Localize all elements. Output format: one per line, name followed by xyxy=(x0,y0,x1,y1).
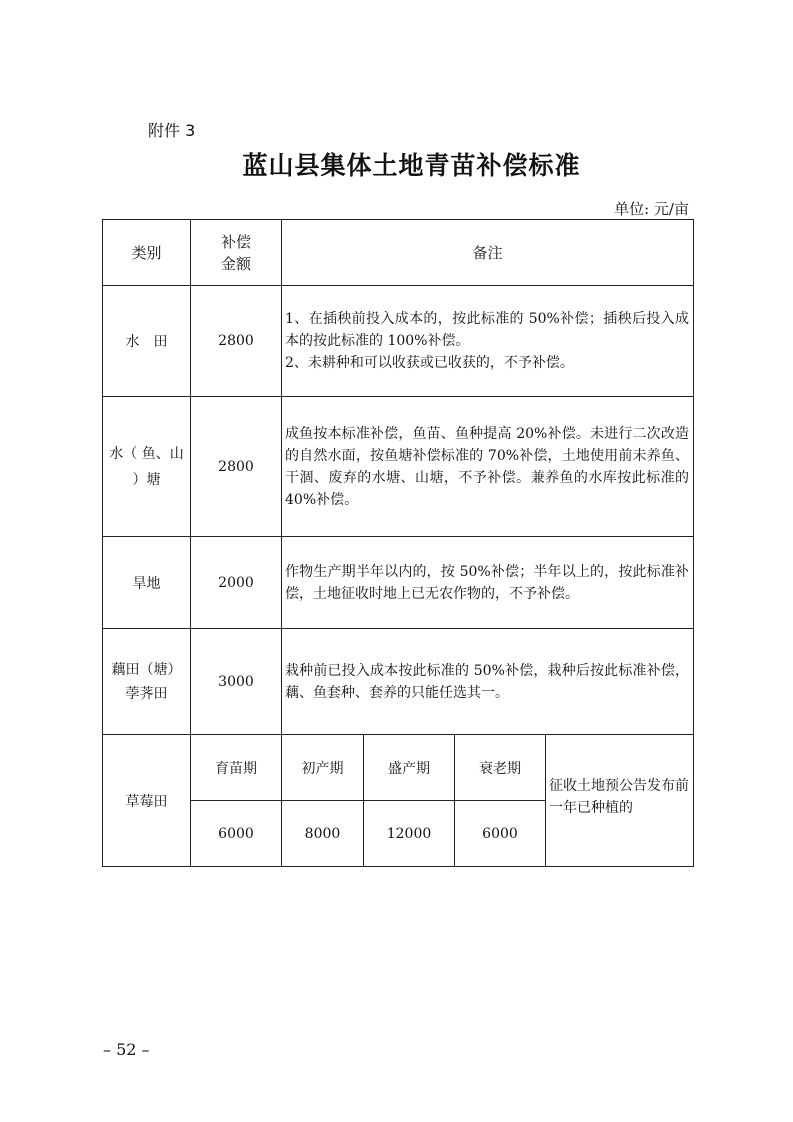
row-amount-paddy: 2800 xyxy=(191,286,282,397)
row-type-strawberry: 草莓田 xyxy=(103,735,191,867)
annex-label: 附件 3 xyxy=(148,121,196,140)
header-type: 类别 xyxy=(103,220,191,286)
table-row xyxy=(103,537,694,629)
unit-label: 单位: 元/亩 xyxy=(614,200,689,218)
table-row xyxy=(103,286,694,397)
row-type-paddy: 水 田 xyxy=(103,286,191,397)
row-note-lotus: 栽种前已投入成本按此标准的 50%补偿，栽种后按此标准补偿，藕、鱼套种、套养的只能任选其一。 xyxy=(282,629,694,735)
page-number: – 52 – xyxy=(103,1040,150,1059)
row-type-lotus xyxy=(103,629,191,735)
period-decline: 衰老期 xyxy=(455,735,546,801)
value-early: 8000 xyxy=(282,801,364,867)
period-early: 初产期 xyxy=(282,735,364,801)
period-seedling: 育苗期 xyxy=(191,735,282,801)
row-amount-pond: 2800 xyxy=(191,397,282,537)
header-amount-line2: 金额 xyxy=(220,254,251,273)
table-header-row xyxy=(103,220,694,286)
table-row xyxy=(103,629,694,735)
row-note-dryland: 作物生产期半年以内的，按 50%补偿；半年以上的，按此标准补偿，土地征收时地上已无农作物的，不予补偿。 xyxy=(282,537,694,629)
row-type-pond: 水（ 鱼、山 ）塘 xyxy=(103,397,191,537)
document-title: 蓝山县集体土地青苗补偿标准 xyxy=(242,151,581,180)
value-seedling: 6000 xyxy=(191,801,282,867)
table-row xyxy=(103,397,694,537)
row-amount-dryland: 2000 xyxy=(191,537,282,629)
row-note-pond: 成鱼按本标准补偿，鱼苗、鱼种提高 20%补偿。未进行二次改造的自然水面，按鱼塘补偿标准的 70%补偿，土地使用前未养鱼、干涸、废弃的水塘、山塘，不予补偿。兼养鱼的水库按此标准的 40%补偿。 xyxy=(282,397,694,537)
row-note-paddy: 1、在插秧前投入成本的，按此标准的 50%补偿；插秧后投入成本的按此标准的 100%补偿。 2、未耕种和可以收获或已收获的，不予补偿。 xyxy=(282,286,694,397)
header-amount xyxy=(191,220,282,286)
compensation-table xyxy=(102,219,694,867)
row-type-lotus-line1: 藕田（塘） xyxy=(111,661,182,678)
strawberry-period-row xyxy=(103,735,694,801)
row-type-dryland: 旱地 xyxy=(103,537,191,629)
value-peak: 12000 xyxy=(364,801,455,867)
header-note: 备注 xyxy=(282,220,694,286)
period-peak: 盛产期 xyxy=(364,735,455,801)
row-type-lotus-line2: 荸荠田 xyxy=(125,685,168,702)
strawberry-note: 征收土地预公告发布前一年已种植的 xyxy=(546,735,694,867)
row-amount-lotus: 3000 xyxy=(191,629,282,735)
header-amount-line1: 补偿 xyxy=(220,232,251,251)
value-decline: 6000 xyxy=(455,801,546,867)
